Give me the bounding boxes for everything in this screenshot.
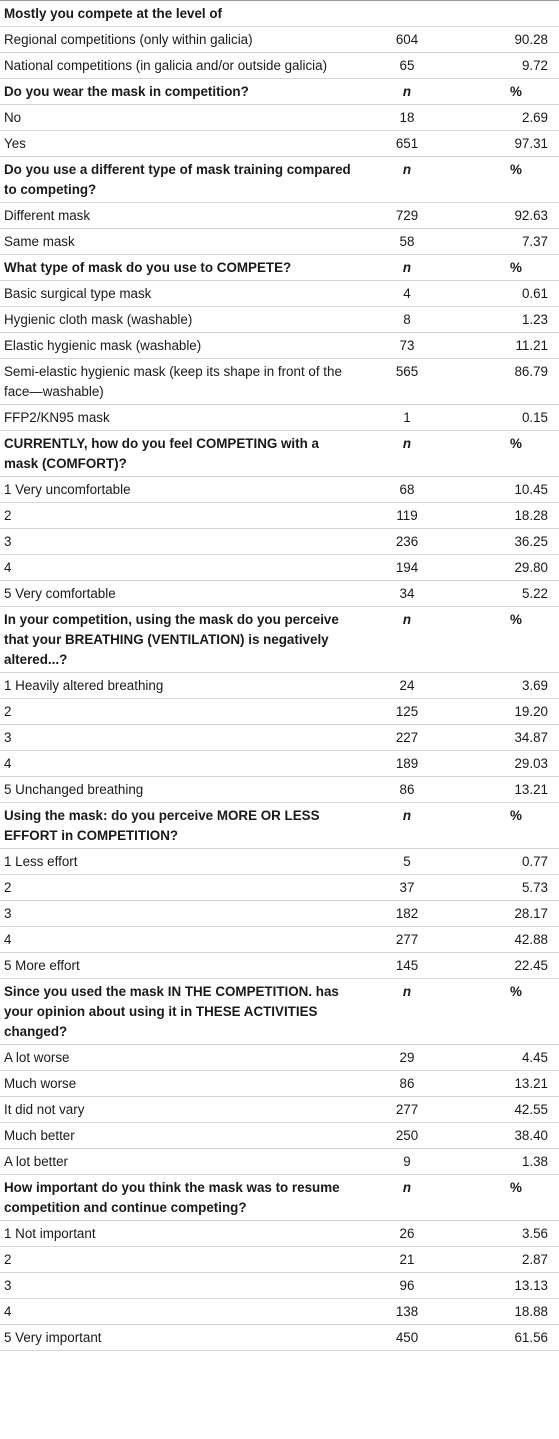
response-count: 37	[357, 875, 457, 901]
table-body	[0, 1, 559, 1351]
response-count: 277	[357, 927, 457, 953]
response-percent: 0.15	[457, 405, 559, 431]
response-count: 182	[357, 901, 457, 927]
column-header-percent: %	[457, 157, 559, 203]
response-label: Different mask	[0, 203, 357, 229]
response-label: 3	[0, 529, 357, 555]
response-percent: 42.55	[457, 1097, 559, 1123]
table-row	[0, 751, 559, 777]
response-label: Regional competitions (only within galicia)	[0, 27, 357, 53]
response-percent: 0.77	[457, 849, 559, 875]
table-row	[0, 953, 559, 979]
response-count: 277	[357, 1097, 457, 1123]
response-label: 3	[0, 901, 357, 927]
table-row	[0, 725, 559, 751]
response-count: 194	[357, 555, 457, 581]
response-count: 65	[357, 53, 457, 79]
response-label: A lot worse	[0, 1045, 357, 1071]
column-header-percent: %	[457, 803, 559, 849]
question-header-row	[0, 255, 559, 281]
response-label: Hygienic cloth mask (washable)	[0, 307, 357, 333]
response-percent: 42.88	[457, 927, 559, 953]
response-count: 18	[357, 105, 457, 131]
column-header-percent: %	[457, 255, 559, 281]
response-percent: 1.38	[457, 1149, 559, 1175]
column-header-percent: %	[457, 79, 559, 105]
response-count: 24	[357, 673, 457, 699]
response-count: 227	[357, 725, 457, 751]
response-percent: 90.28	[457, 27, 559, 53]
table-row	[0, 581, 559, 607]
question-text: In your competition, using the mask do you perceive that your BREATHING (VENTILATION) is negatively altered...?	[0, 607, 357, 673]
response-count: 26	[357, 1221, 457, 1247]
column-header-n: n	[357, 79, 457, 105]
table-row	[0, 1221, 559, 1247]
question-text: CURRENTLY, how do you feel COMPETING with a mask (COMFORT)?	[0, 431, 357, 477]
response-label: 3	[0, 725, 357, 751]
table-row	[0, 1045, 559, 1071]
table-row	[0, 1325, 559, 1351]
response-count: 250	[357, 1123, 457, 1149]
response-label: A lot better	[0, 1149, 357, 1175]
table-row	[0, 307, 559, 333]
column-header-percent	[457, 1, 559, 27]
table-row	[0, 359, 559, 405]
response-percent: 38.40	[457, 1123, 559, 1149]
response-count: 138	[357, 1299, 457, 1325]
response-percent: 4.45	[457, 1045, 559, 1071]
table-row	[0, 529, 559, 555]
table-row	[0, 131, 559, 157]
response-percent: 2.87	[457, 1247, 559, 1273]
table-row	[0, 901, 559, 927]
response-count: 21	[357, 1247, 457, 1273]
response-label: It did not vary	[0, 1097, 357, 1123]
response-percent: 5.73	[457, 875, 559, 901]
response-label: 1 Not important	[0, 1221, 357, 1247]
response-label: National competitions (in galicia and/or outside galicia)	[0, 53, 357, 79]
response-label: 5 More effort	[0, 953, 357, 979]
response-percent: 86.79	[457, 359, 559, 405]
table-row	[0, 1247, 559, 1273]
table-row	[0, 849, 559, 875]
response-count: 58	[357, 229, 457, 255]
response-label: 3	[0, 1273, 357, 1299]
response-percent: 13.13	[457, 1273, 559, 1299]
response-count: 236	[357, 529, 457, 555]
table-row	[0, 1123, 559, 1149]
question-header-row	[0, 979, 559, 1045]
question-header-row	[0, 607, 559, 673]
response-percent: 9.72	[457, 53, 559, 79]
table-row	[0, 1299, 559, 1325]
response-label: 2	[0, 1247, 357, 1273]
table-row	[0, 927, 559, 953]
response-count: 604	[357, 27, 457, 53]
column-header-n	[357, 1, 457, 27]
question-text: What type of mask do you use to COMPETE?	[0, 255, 357, 281]
response-count: 1	[357, 405, 457, 431]
response-count: 73	[357, 333, 457, 359]
table-row	[0, 27, 559, 53]
column-header-n: n	[357, 157, 457, 203]
response-percent: 13.21	[457, 777, 559, 803]
column-header-n: n	[357, 255, 457, 281]
response-count: 565	[357, 359, 457, 405]
response-label: 2	[0, 875, 357, 901]
table-row	[0, 875, 559, 901]
table-row	[0, 699, 559, 725]
response-count: 29	[357, 1045, 457, 1071]
response-count: 119	[357, 503, 457, 529]
response-percent: 97.31	[457, 131, 559, 157]
response-count: 34	[357, 581, 457, 607]
column-header-n: n	[357, 431, 457, 477]
response-label: 1 Very uncomfortable	[0, 477, 357, 503]
response-label: Much better	[0, 1123, 357, 1149]
table-row	[0, 777, 559, 803]
column-header-n: n	[357, 803, 457, 849]
table-row	[0, 53, 559, 79]
response-count: 729	[357, 203, 457, 229]
response-label: 5 Very comfortable	[0, 581, 357, 607]
response-label: 1 Heavily altered breathing	[0, 673, 357, 699]
column-header-percent: %	[457, 607, 559, 673]
response-percent: 22.45	[457, 953, 559, 979]
response-label: Semi-elastic hygienic mask (keep its shape in front of the face—washable)	[0, 359, 357, 405]
table-row	[0, 203, 559, 229]
response-count: 145	[357, 953, 457, 979]
column-header-percent: %	[457, 1175, 559, 1221]
question-header-row	[0, 1, 559, 27]
response-label: Elastic hygienic mask (washable)	[0, 333, 357, 359]
question-text: How important do you think the mask was to resume competition and continue competing?	[0, 1175, 357, 1221]
response-count: 450	[357, 1325, 457, 1351]
response-count: 9	[357, 1149, 457, 1175]
question-text: Since you used the mask IN THE COMPETITION. has your opinion about using it in THESE ACTIVITIES changed?	[0, 979, 357, 1045]
response-label: Yes	[0, 131, 357, 157]
table-row	[0, 1097, 559, 1123]
question-header-row	[0, 1175, 559, 1221]
question-text: Do you wear the mask in competition?	[0, 79, 357, 105]
response-percent: 19.20	[457, 699, 559, 725]
question-text: Do you use a different type of mask training compared to competing?	[0, 157, 357, 203]
response-percent: 92.63	[457, 203, 559, 229]
response-percent: 11.21	[457, 333, 559, 359]
response-label: Much worse	[0, 1071, 357, 1097]
table-row	[0, 405, 559, 431]
table-row	[0, 333, 559, 359]
table-row	[0, 555, 559, 581]
table-row	[0, 673, 559, 699]
table-row	[0, 105, 559, 131]
response-percent: 61.56	[457, 1325, 559, 1351]
response-label: 2	[0, 503, 357, 529]
response-label: Basic surgical type mask	[0, 281, 357, 307]
table-row	[0, 477, 559, 503]
response-label: 1 Less effort	[0, 849, 357, 875]
column-header-n: n	[357, 979, 457, 1045]
question-text: Mostly you compete at the level of	[0, 1, 357, 27]
response-label: 5 Unchanged breathing	[0, 777, 357, 803]
response-count: 189	[357, 751, 457, 777]
response-percent: 10.45	[457, 477, 559, 503]
column-header-n: n	[357, 1175, 457, 1221]
response-count: 8	[357, 307, 457, 333]
response-label: 4	[0, 927, 357, 953]
question-header-row	[0, 803, 559, 849]
response-label: FFP2/KN95 mask	[0, 405, 357, 431]
response-label: Same mask	[0, 229, 357, 255]
table-row	[0, 229, 559, 255]
response-label: 2	[0, 699, 357, 725]
response-percent: 18.88	[457, 1299, 559, 1325]
response-percent: 7.37	[457, 229, 559, 255]
response-percent: 13.21	[457, 1071, 559, 1097]
response-percent: 28.17	[457, 901, 559, 927]
response-percent: 5.22	[457, 581, 559, 607]
response-percent: 2.69	[457, 105, 559, 131]
response-label: 4	[0, 1299, 357, 1325]
question-text: Using the mask: do you perceive MORE OR LESS EFFORT in COMPETITION?	[0, 803, 357, 849]
response-percent: 18.28	[457, 503, 559, 529]
table-row	[0, 281, 559, 307]
response-count: 4	[357, 281, 457, 307]
response-percent: 0.61	[457, 281, 559, 307]
response-count: 96	[357, 1273, 457, 1299]
response-count: 125	[357, 699, 457, 725]
response-count: 5	[357, 849, 457, 875]
table-row	[0, 1273, 559, 1299]
response-percent: 34.87	[457, 725, 559, 751]
table-row	[0, 1149, 559, 1175]
column-header-percent: %	[457, 979, 559, 1045]
response-label: No	[0, 105, 357, 131]
table-row	[0, 1071, 559, 1097]
response-count: 68	[357, 477, 457, 503]
response-count: 651	[357, 131, 457, 157]
column-header-n: n	[357, 607, 457, 673]
question-header-row	[0, 157, 559, 203]
response-percent: 1.23	[457, 307, 559, 333]
response-percent: 3.56	[457, 1221, 559, 1247]
question-header-row	[0, 79, 559, 105]
response-label: 4	[0, 555, 357, 581]
response-label: 4	[0, 751, 357, 777]
response-percent: 29.03	[457, 751, 559, 777]
response-label: 5 Very important	[0, 1325, 357, 1351]
response-count: 86	[357, 1071, 457, 1097]
response-percent: 29.80	[457, 555, 559, 581]
table-row	[0, 503, 559, 529]
column-header-percent: %	[457, 431, 559, 477]
response-percent: 36.25	[457, 529, 559, 555]
response-percent: 3.69	[457, 673, 559, 699]
question-header-row	[0, 431, 559, 477]
response-count: 86	[357, 777, 457, 803]
